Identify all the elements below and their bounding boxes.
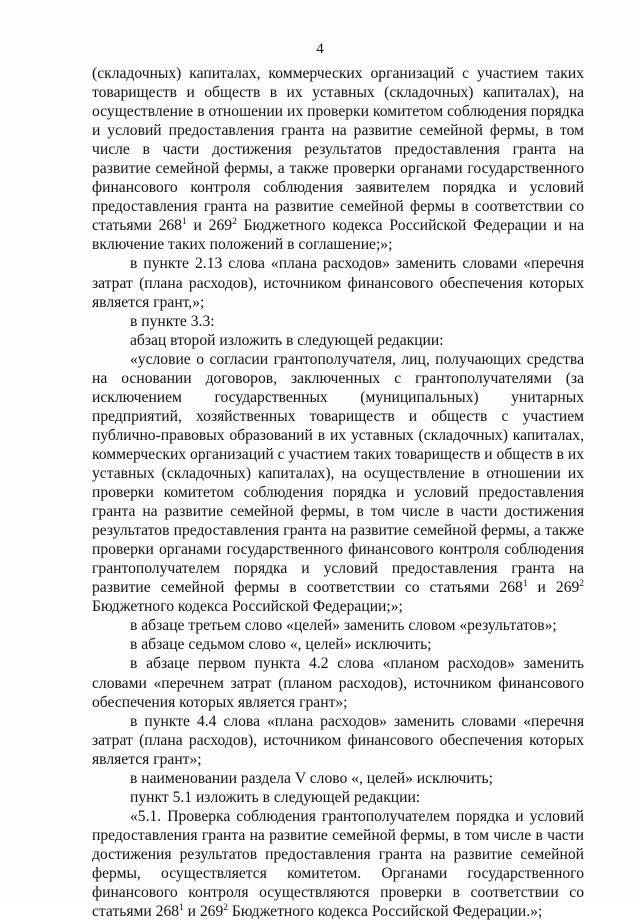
paragraph <box>92 350 584 617</box>
paragraph-text: абзац второй изложить в следующей редакции: <box>130 331 444 349</box>
paragraph-text: (складочных) капиталах, коммерческих организаций с участием таких товариществ и обществ в их уставных (складочных) капиталах), на осуществление в отношении их проверки комитетом соблюдения порядка и условий предоставления гранта на развитие семейной фермы, в том числе в части достижения результатов предоставления гранта на развитие семейной фермы, а также проверки органами государственного финансового контроля соблюдения заявителем порядка и условий предоставления гранта на развитие семейной фермы в соответствии со статьями 268 <box>92 65 584 235</box>
paragraph-text: и 269 <box>527 579 580 597</box>
paragraph-text: в наименовании раздела V слово «, целей» исключить; <box>130 769 493 787</box>
superscript: 2 <box>579 579 584 590</box>
paragraph-text: «5.1. Проверка соблюдения грантополучателем порядка и условий предоставления гранта на развитие семейной фермы, в том числе в части достижения результатов предоставления гранта на развитие семейной фермы, осуществляется комитетом. Органами государственного финансового контроля осуществляются проверки в соответствии со статьями 268 <box>92 807 584 921</box>
paragraph-text: в абзаце седьмом слово «, целей» исключить; <box>130 636 432 654</box>
paragraph-text: в пункте 4.4 слова «плана расходов» заменить словами «перечня затрат (плана расходов), источником финансового обеспечения которых является грант»; <box>92 712 584 768</box>
paragraph <box>92 635 584 654</box>
paragraph-text: в пункте 2.13 слова «плана расходов» заменить словами «перечня затрат (плана расходов), источником финансового обеспечения которых является грант,»; <box>92 255 584 311</box>
superscript: 2 <box>232 217 237 228</box>
paragraph <box>92 788 584 807</box>
paragraph-text: и 269 <box>186 217 233 235</box>
page-number: 4 <box>316 41 324 57</box>
paragraph-text: и 269 <box>183 903 224 921</box>
superscript: 1 <box>181 217 187 228</box>
paragraph-text: в пункте 3.3: <box>130 312 215 330</box>
paragraph <box>92 712 584 769</box>
paragraph-text: Бюджетного кодекса Российской Федерации;»; <box>92 598 403 616</box>
paragraph-text: Бюджетного кодекса Российской Федерации.»; <box>227 903 543 921</box>
paragraph-text: в абзаце первом пункта 4.2 слова «планом расходов» заменить словами «перечнем затрат (планом расходов), источником финансового обеспечения которых является грант»; <box>92 655 584 711</box>
paragraph <box>92 312 584 331</box>
document-body <box>92 64 584 921</box>
paragraph-text: Бюджетного кодекса Российской Федерации и на включение таких положений в соглашение;»; <box>92 217 585 254</box>
superscript: 1 <box>522 579 528 590</box>
paragraph-text: «условие о согласии грантополучателя, лиц, получающих средства на основании договоров, заключенных с грантополучателями (за исключением государственных (муниципальных) унитарных предприятий, хозяйственных товариществ и обществ с участием публично-правовых образований в их уставных (складочных) капиталах, коммерческих организаций с участием таких товариществ и обществ в их уставных (складочных) капиталах), на осуществление в отношении их проверки комитетом соблюдения порядка и условий предоставления гранта на развитие семейной фермы, в том числе в части достижения результатов предоставления гранта на развитие семейной фермы, а также проверки органами государственного финансового контроля соблюдения грантополучателем порядка и условий предоставления гранта на развитие семейной фермы в соответствии со статьями 268 <box>92 350 584 597</box>
paragraph <box>92 64 584 254</box>
paragraph <box>92 254 584 311</box>
superscript: 1 <box>179 902 184 913</box>
paragraph <box>92 654 584 711</box>
paragraph-text: пункт 5.1 изложить в следующей редакции: <box>130 788 421 806</box>
paragraph <box>92 807 584 921</box>
paragraph-text: в абзаце третьем слово «целей» заменить словом «результатов»; <box>130 617 557 635</box>
paragraph <box>92 769 584 788</box>
paragraph <box>92 616 584 635</box>
superscript: 2 <box>223 902 228 913</box>
paragraph <box>92 331 584 350</box>
